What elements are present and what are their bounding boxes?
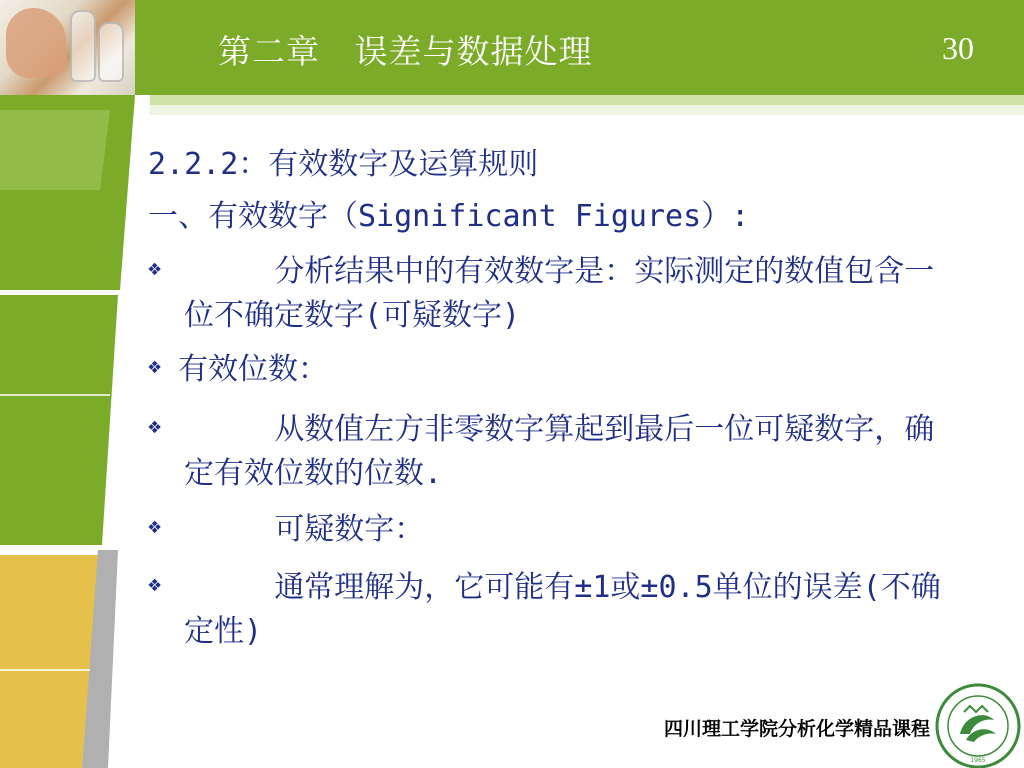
diamond-bullet-icon: ❖ [148, 572, 162, 597]
header-lab-photo [0, 0, 135, 95]
glassware-icon [70, 10, 96, 82]
diamond-bullet-icon: ❖ [148, 414, 162, 439]
left-decor-panel [0, 95, 150, 768]
course-footer: 四川理工学院分析化学精品课程 [663, 718, 930, 740]
header-stripe-light [0, 105, 1024, 115]
diamond-bullet-icon: ❖ [148, 256, 162, 281]
header-stripe [0, 95, 1024, 105]
bullet-text: 从数值左方非零数字算起到最后一位可疑数字，确定有效位数的位数. [184, 412, 935, 491]
bullet-text: 分析结果中的有效数字是：实际测定的数值包含一位不确定数字(可疑数字) [184, 254, 935, 333]
bullet-text: 可疑数字： [184, 512, 425, 547]
chapter-title: 第二章 误差与数据处理 [218, 32, 593, 71]
bullet-item [148, 250, 968, 338]
bullet-item [148, 566, 968, 654]
bullet-item [148, 348, 968, 392]
diamond-bullet-icon: ❖ [148, 514, 162, 539]
section-heading: 2.2.2：有效数字及运算规则 [148, 147, 539, 182]
slide-content [148, 146, 968, 654]
diamond-bullet-icon: ❖ [148, 354, 162, 379]
bullet-text: 通常理解为，它可能有±1或±0.5单位的误差(不确定性) [184, 570, 941, 649]
subheading: 一、有效数字（Significant Figures）: [148, 199, 750, 234]
bullet-item [148, 408, 968, 496]
logo-year: 1965 [970, 757, 986, 764]
left-decor-shapes [0, 95, 150, 768]
bullet-item [148, 508, 968, 552]
bullet-text: 有效位数： [178, 352, 328, 387]
university-logo [934, 682, 1022, 768]
university-logo-icon [934, 682, 1022, 768]
hand-image [6, 8, 66, 78]
page-number: 30 [942, 30, 974, 66]
glassware-icon [98, 22, 124, 82]
